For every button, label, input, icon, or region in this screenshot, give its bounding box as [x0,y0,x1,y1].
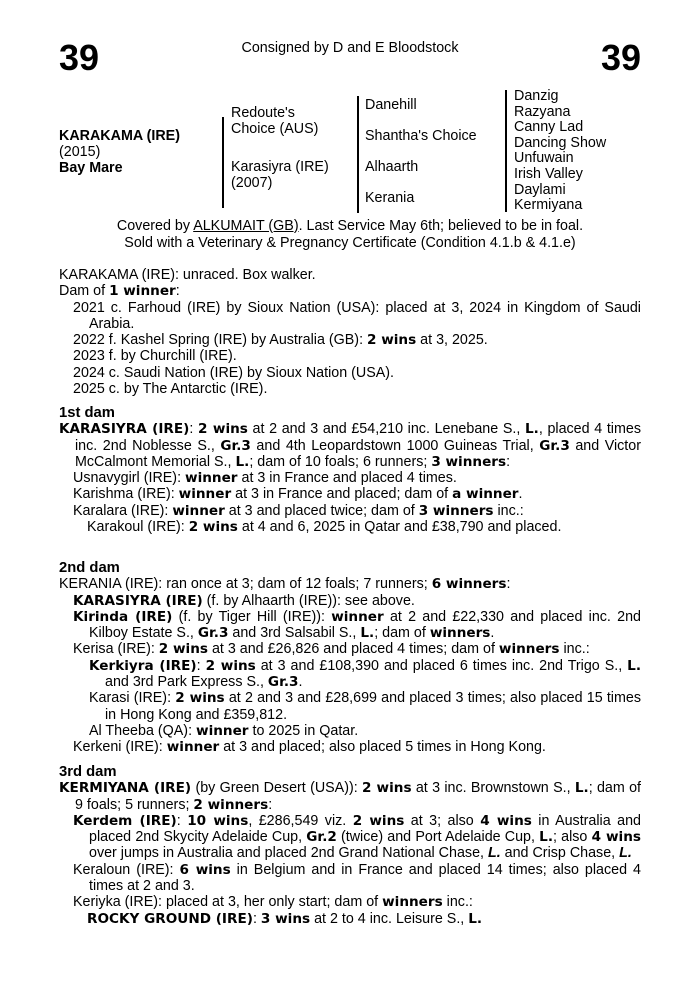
gen4-item: Canny Lad [514,119,584,136]
pedigree-bracket-3 [505,90,507,212]
gen4-item: Dancing Show [514,134,607,151]
third-dam-progeny: Keraloun (IRE): 6 wins in Belgium and in France and placed 14 times; also placed 4 times at 2 and 3. [73,861,641,895]
progeny-item: 2023 f. by Churchill (IRE). [73,348,237,365]
horse-sex-color: Bay Mare [59,160,123,176]
first-dam-progeny: Karishma (IRE): winner at 3 in France and placed; dam of a winner. [73,486,523,503]
first-dam-progeny: Usnavygirl (IRE): winner at 3 in France and placed 4 times. [73,470,457,487]
intro-section [59,267,641,397]
second-dam-progeny: Kerisa (IRE): 2 wins at 3 and £26,826 and placed 4 times; dam of winners inc.: [73,641,590,658]
consignor: Consigned by D and E Bloodstock [241,40,459,56]
third-dam-grandprogeny: ROCKY GROUND (IRE): 3 wins at 2 to 4 inc. Leisure S., L. [87,910,483,927]
second-dam-heading: 2nd dam [59,560,120,576]
horse-info [59,128,180,176]
second-dam-grandprogeny: Kerkiyra (IRE): 2 wins at 3 and £108,390 and placed 6 times inc. 2nd Trigo S., L. and 3rd Park Express S., Gr.3. [89,657,641,691]
pedigree-bracket-1 [222,117,224,208]
third-dam-main: KERMIYANA (IRE) (by Green Desert (USA)): 2 wins at 3 inc. Brownstown S., L.; dam of 9 foals; 5 runners; 2 winners: [59,780,642,813]
third-dam-progeny: Keriyka (IRE): placed at 3, her only start; dam of winners inc.: [73,894,473,911]
gen4-item: Danzig [514,88,559,104]
second-dam-progeny: Kirinda (IRE) (f. by Tiger Hill (IRE)): winner at 2 and £22,330 and placed inc. 2nd Kilboy Estate S., Gr.3 and 3rd Salsabil S., L.; dam of winners. [73,608,641,642]
horse-year: (2015) [59,144,101,160]
lot-number-left: 39 [59,37,100,78]
third-dam-heading: 3rd dam [59,764,117,780]
first-dam-main: KARASIYRA (IRE): 2 wins at 2 and 3 and £54,210 inc. Lenebane S., L., placed 4 times inc. 2nd Noblesse S., Gr.3 and 4th Leopardstown 1000 Guineas Trial, Gr.3 and Victor McCalmont Memorial S., L.; dam of 10 foals; 6 runners; 3 winners: [59,421,641,470]
pedigree-sire-sire: Danehill [365,97,417,113]
pedigree-bracket-2 [357,96,359,213]
second-dam-progeny: KARASIYRA (IRE) (f. by Alhaarth (IRE)): see above. [73,592,415,609]
gen4-item: Unfuwain [514,150,574,167]
progeny-item: 2024 c. Saudi Nation (IRE) by Sioux Nation (USA). [73,364,395,381]
vet-certificate-line: Sold with a Veterinary & Pregnancy Certificate (Condition 4.1.b & 4.1.e) [124,235,576,251]
lot-number-right: 39 [600,37,641,78]
horse-summary: KARAKAMA (IRE): unraced. Box walker. [59,267,316,283]
progeny-item: 2025 c. by The Antarctic (IRE). [73,381,268,398]
covered-pre: Covered by [116,218,194,234]
second-dam-progeny: Kerkeni (IRE): winner at 3 and placed; also placed 5 times in Hong Kong. [73,739,546,756]
second-dam-section [59,560,641,756]
second-dam-grandprogeny: Karasi (IRE): 2 wins at 2 and 3 and £28,699 and placed 3 times; also placed 15 times in Hong Kong and £359,812. [89,690,641,723]
third-dam-section [59,764,641,927]
progeny-item: 2021 c. Farhoud (IRE) by Sioux Nation (USA): placed at 3, 2024 in Kingdom of Saudi Arabia. [73,299,641,332]
first-dam-heading: 1st dam [59,405,115,421]
pedigree-dam-dam: Kerania [365,190,415,206]
covering-stallion-link[interactable]: ALKUMAIT (GB) [193,218,299,234]
pedigree-sire-dam: Shantha's Choice [365,128,477,144]
second-dam-main: KERANIA (IRE): ran once at 3; dam of 12 foals; 7 runners; 6 winners: [59,576,511,593]
pedigree-gen4 [514,89,606,214]
gen4-item: Irish Valley [514,165,583,182]
progeny-item: 2022 f. Kashel Spring (IRE) by Australia (GB): 2 wins at 3, 2025. [73,332,488,349]
pedigree-dam-sire: Alhaarth [365,159,419,175]
pedigree-sire: Redoute's Choice (AUS) [231,105,319,137]
first-dam-section [59,405,641,535]
pedigree-dam: Karasiyra (IRE) (2007) [231,159,329,191]
covered-line [0,218,700,234]
first-dam-grandprogeny: Karakoul (IRE): 2 wins at 4 and 6, 2025 in Qatar and £38,790 and placed. [87,519,562,536]
gen4-item: Daylami [514,181,566,198]
first-dam-progeny: Karalara (IRE): winner at 3 and placed twice; dam of 3 winners inc.: [73,502,524,519]
second-dam-grandprogeny: Al Theeba (QA): winner to 2025 in Qatar. [89,722,359,739]
horse-name: KARAKAMA (IRE) [59,128,180,144]
gen4-item: Kermiyana [514,197,583,214]
third-dam-progeny: Kerdem (IRE): 10 wins, £286,549 viz. 2 wins at 3; also 4 wins in Australia and placed 2nd Skycity Adelaide Cup, Gr.2 (twice) and Port Adelaide Cup, L.; also 4 wins over jumps in Australia and placed 2nd Grand National Chase, L. and Crisp Chase, L. [73,812,641,862]
covered-post: . Last Service May 6th; believed to be in foal. [298,218,584,234]
dam-of-line: Dam of 1 winner: [59,283,180,300]
gen4-item: Razyana [514,103,571,120]
